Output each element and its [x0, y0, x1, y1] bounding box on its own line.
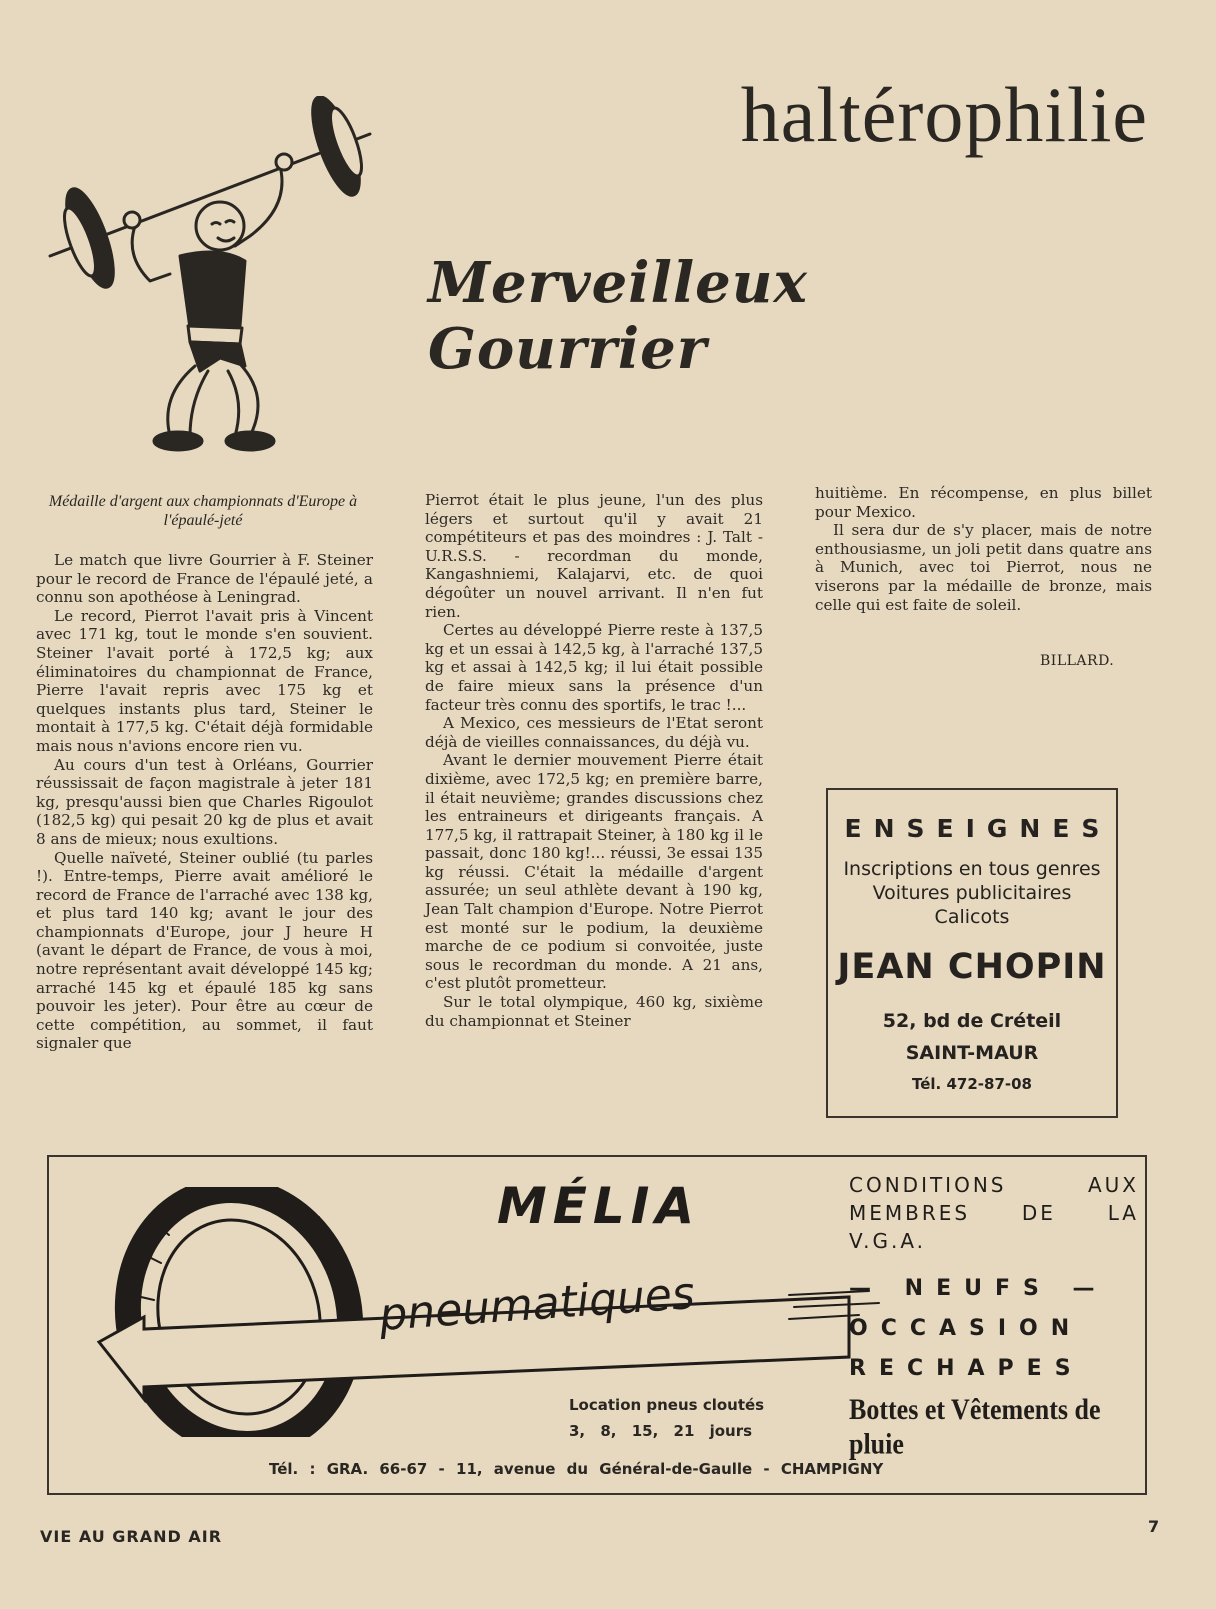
- ad-phone: Tél. 472-87-08: [912, 1075, 1032, 1093]
- paragraph: A Mexico, ces messieurs de l'Etat seront déjà de vieilles connaissances, du déjà vu.: [425, 714, 763, 751]
- weightlifter-drawing-icon: [40, 96, 390, 466]
- article-column-2: [425, 491, 763, 1030]
- magazine-name: VIE AU GRAND AIR: [40, 1527, 223, 1546]
- ad-neufs: — NEUFS —: [849, 1276, 1108, 1301]
- ad-address-city: SAINT-MAUR: [905, 1042, 1039, 1064]
- paragraph: Sur le total olympique, 460 kg, sixième du championnat et Steiner: [425, 993, 763, 1030]
- ad-line: Inscriptions en tous genres: [843, 858, 1101, 880]
- ad-heading: ENSEIGNES: [844, 814, 1112, 843]
- paragraph: Il sera dur de s'y placer, mais de notre enthousiasme, un joli petit dans quatre ans à Munich, avec toi Pierrot, nous ne viserons par la médaille de bronze, mais celle qui est faite de soleil.: [815, 521, 1152, 614]
- paragraph: Certes au développé Pierre reste à 137,5 kg et un essai à 142,5 kg, à l'arraché 137,5 kg et assai à 142,5 kg; il lui était possible de faire mieux sans la présence d'un facteur très connu des sportifs, le trac !...: [425, 621, 763, 714]
- ad-melia: [47, 1155, 1147, 1495]
- ad-phone-address: Tél. : GRA. 66-67 - 11, avenue du Général-de-Gaulle - CHAMPIGNY: [269, 1460, 884, 1478]
- ad-address: [828, 1005, 1116, 1069]
- ad-stock: [849, 1269, 1139, 1389]
- author-signature: BILLARD.: [1040, 653, 1115, 669]
- paragraph: Avant le dernier mouvement Pierre était dixième, avec 172,5 kg; en première barre, il était neuvième; grandes discussions chez les entraineurs et dirigeants français. A 177,5 kg, il rattrapait Steiner, à 180 kg il le passait, donc 180 kg!... réussi, 3e essai 135 kg réussi. C'était la médaille d'argent assurée; un seul athlète devant à 190 kg, Jean Talt champion d'Europe. Notre Pierrot est monté sur le podium, la deuxième marche de ce podium si convoitée, juste sous le recordman du monde. A 21 ans, c'est plutôt prometteur.: [425, 751, 763, 993]
- ad-occasion: OCCASION: [849, 1316, 1083, 1341]
- ad-location-info: [569, 1392, 764, 1444]
- headline: Merveilleux Gourrier: [428, 250, 808, 382]
- photo-caption: Médaille d'argent aux championnats d'Europe à l'épaulé-jeté: [48, 493, 358, 529]
- ad-rechapes: RECHAPES: [849, 1356, 1084, 1381]
- paragraph: Quelle naïveté, Steiner oublié (tu parles !). Entre-temps, Pierre avait amélioré le record de France de l'arraché avec 138 kg, et plus tard 140 kg; avant le jour des championnats d'Europe, jour J heure H (avant le départ de France, de vous à moi, notre représentant avait développé 145 kg; arraché 145 kg et épaulé 185 kg sans pouvoir les jeter). Pour être au cœur de cette compétition, au sommet, il faut signaler que: [36, 848, 373, 1053]
- ad-offers: [849, 1171, 1139, 1461]
- ad-address-street: 52, bd de Créteil: [882, 1010, 1062, 1032]
- paragraph: Au cours d'un test à Orléans, Gourrier réussissait de façon magistrale à jeter 181 kg, presqu'aussi bien que Charles Rigoulot (182,5 kg) qui pesait 20 kg de plus et avait 8 ans de mieux; nous exultions.: [36, 755, 373, 848]
- ad-jean-chopin: [826, 788, 1118, 1118]
- paragraph: huitième. En récompense, en plus billet pour Mexico.: [815, 484, 1152, 521]
- paragraph: Pierrot était le plus jeune, l'un des plus légers et surtout qu'il y avait 21 compétiteurs et pas des moindres : J. Talt - U.R.S.S. - recordman du monde, Kangashniemi, Kalajarvi, etc. de quoi dégoûter un nouvel arrivant. Il n'en fut rien.: [425, 491, 763, 621]
- paragraph: Le record, Pierrot l'avait pris à Vincent avec 171 kg, tout le monde s'en souvient. Steiner l'avait porté à 172,5 kg; aux éliminatoires du championnat de France, Pierre l'avait repris avec 175 kg et quelques instants plus tard, Steiner le montait à 177,5 kg. C'était déjà formidable mais nous n'avions encore rien vu.: [36, 606, 373, 755]
- ad-brand: MÉLIA: [497, 1177, 701, 1235]
- article-column-1: [36, 551, 373, 1053]
- article-column-3: [815, 484, 1152, 614]
- ad-location-days: 3, 8, 15, 21 jours: [569, 1422, 753, 1440]
- section-title: haltérophilie: [740, 71, 1148, 158]
- ad-location-label: Location pneus cloutés: [569, 1396, 765, 1414]
- paragraph: Le match que livre Gourrier à F. Steiner pour le record de France de l'épaulé jeté, a connu son apothéose à Leningrad.: [36, 551, 373, 607]
- ad-line: Voitures publicitaires: [872, 882, 1072, 904]
- ad-company-name: JEAN CHOPIN: [837, 947, 1107, 987]
- ad-bottes: Bottes et Vêtements de pluie: [849, 1392, 1101, 1461]
- ad-product: pneumatiques: [377, 1268, 697, 1341]
- ad-conditions: CONDITIONS AUX MEMBRES DE LA V.G.A.: [849, 1173, 1139, 1253]
- ad-line: Calicots: [934, 906, 1010, 928]
- page-number: 7: [1148, 1517, 1160, 1536]
